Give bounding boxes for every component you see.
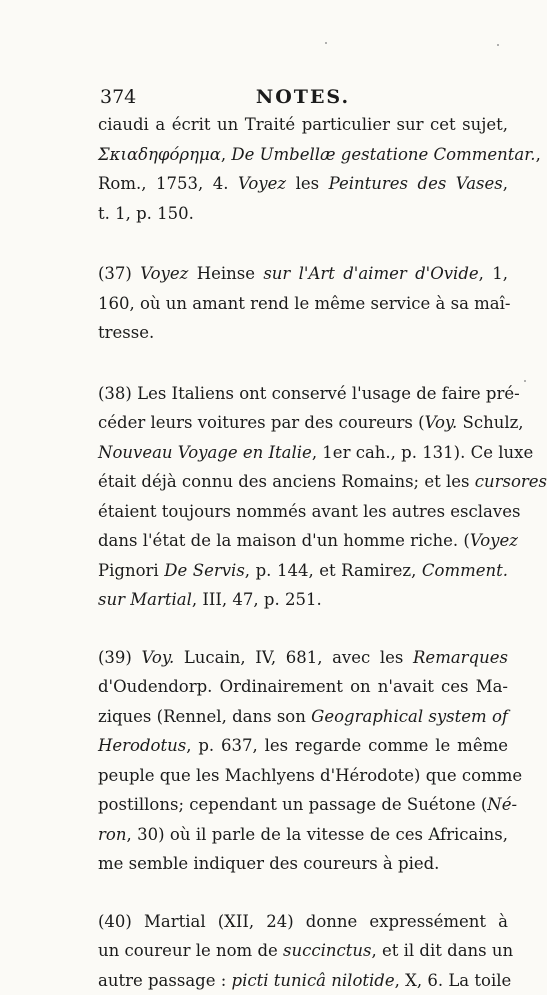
text-line: (37) Voyez Heinse sur l'Art d'aimer d'Ovide, 1, — [98, 259, 508, 289]
book-title: Herodotus — [98, 736, 186, 755]
note-39 — [98, 643, 508, 879]
book-title: sur l'Art d'aimer d'Ovide — [263, 264, 478, 283]
text-line: autre passage : picti tunicâ nilotide, X, 6. La toile — [98, 966, 508, 995]
text-line: Nouveau Voyage en Italie, 1er cah., p. 131). Ce luxe — [98, 438, 508, 468]
text-line: postillons; cependant un passage de Suétone (Né- — [98, 790, 508, 820]
text-line: 160, où un amant rend le même service à sa maî- — [98, 289, 508, 319]
book-title: Geographical system of — [311, 707, 508, 726]
book-title: De Umbellæ gestatione Commentar. — [231, 145, 535, 164]
text-line: ziques (Rennel, dans son Geographical system of — [98, 702, 508, 732]
book-page — [98, 84, 508, 995]
text-line: Σκιαδηφόρημα, De Umbellæ gestatione Commentar., — [98, 140, 508, 170]
book-title: sur Martial — [98, 590, 192, 609]
text-line: céder leurs voitures par des coureurs (Voy. Schulz, — [98, 408, 508, 438]
text-line: me semble indiquer des coureurs à pied. — [98, 849, 508, 879]
note-40 — [98, 907, 508, 995]
page-header — [98, 84, 508, 110]
page-number: 374 — [100, 84, 136, 110]
paper-speck — [524, 380, 526, 382]
note-36-continuation — [98, 110, 508, 228]
text-line: sur Martial, III, 47, p. 251. — [98, 585, 508, 615]
book-title: Peintures des Vases — [329, 174, 503, 193]
text-line: était déjà connu des anciens Romains; et les cursores — [98, 467, 508, 497]
quoted-latin: picti tunicâ nilotide — [232, 971, 395, 990]
text-line: ciaudi a écrit un Traité particulier sur cet sujet, — [98, 110, 508, 140]
text-line: Herodotus, p. 637, les regarde comme le même — [98, 731, 508, 761]
greek-title: Σκιαδηφόρημα — [98, 145, 221, 164]
text-line: (40) Martial (XII, 24) donne expressément à — [98, 907, 508, 937]
book-title: De Servis — [164, 561, 245, 580]
note-37 — [98, 259, 508, 348]
note-38 — [98, 379, 508, 615]
paper-speck — [325, 42, 327, 44]
book-title: Nouveau Voyage en Italie — [98, 443, 312, 462]
text-line: peuple que les Machlyens d'Hérodote) que comme — [98, 761, 508, 791]
text-line: dans l'état de la maison d'un homme riche. (Voyez — [98, 526, 508, 556]
text-line: un coureur le nom de succinctus, et il dit dans un — [98, 936, 508, 966]
paper-speck — [497, 44, 499, 46]
running-head: NOTES. — [98, 84, 508, 110]
text-line: (38) Les Italiens ont conservé l'usage de faire pré- — [98, 379, 508, 409]
text-line: Rom., 1753, 4. Voyez les Peintures des Vases, — [98, 169, 508, 199]
text-line: tresse. — [98, 318, 508, 348]
text-line: ron, 30) où il parle de la vitesse de ces Africains, — [98, 820, 508, 850]
text-line: Pignori De Servis, p. 144, et Ramirez, Comment. — [98, 556, 508, 586]
text-line: d'Oudendorp. Ordinairement on n'avait ces Ma- — [98, 672, 508, 702]
text-line: (39) Voy. Lucain, IV, 681, avec les Remarques — [98, 643, 508, 673]
text-line: étaient toujours nommés avant les autres esclaves — [98, 497, 508, 527]
text-line: t. 1, p. 150. — [98, 199, 508, 229]
note-number: (37) — [98, 264, 140, 283]
